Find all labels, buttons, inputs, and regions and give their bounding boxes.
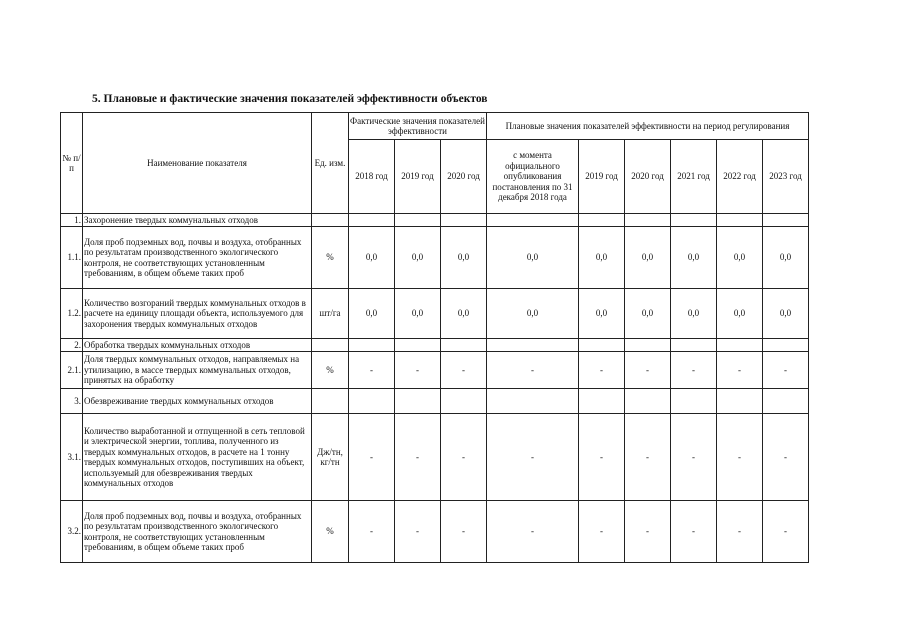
unit-cell: % [312,227,349,289]
table-row [61,501,809,563]
value-cell: 0,0 [625,289,671,339]
value-cell: - [671,352,717,389]
value-cell: - [625,501,671,563]
header-num: № п/п [61,113,83,214]
value-cell: - [763,352,809,389]
value-cell: - [395,501,441,563]
header-plan-year: 2019 год [579,140,625,214]
value-cell: 0,0 [487,289,579,339]
value-cell: - [625,414,671,501]
row-number: 1.1. [61,227,83,289]
indicator-name: Доля твердых коммунальных отходов, направляемых на утилизацию, в массе твердых коммунальных отходов, принятых на обработку [83,352,312,389]
row-number: 2.1. [61,352,83,389]
table-row [61,214,809,227]
value-cell [763,389,809,414]
table-row [61,227,809,289]
header-actual-year: 2018 год [349,140,395,214]
value-cell: - [395,352,441,389]
value-cell: 0,0 [349,289,395,339]
value-cell [395,339,441,352]
value-cell: - [487,414,579,501]
header-plan-year: 2022 год [717,140,763,214]
value-cell [441,214,487,227]
unit-cell: % [312,501,349,563]
value-cell: 0,0 [763,227,809,289]
indicator-name: Обработка твердых коммунальных отходов [83,339,312,352]
header-actual-group: Фактические значения показателей эффективности [349,113,487,140]
value-cell: - [395,414,441,501]
header-name: Наименование показателя [83,113,312,214]
value-cell: - [671,414,717,501]
value-cell [625,214,671,227]
header-plan-from: с момента официального опубликования постановления по 31 декабря 2018 года [487,140,579,214]
value-cell [625,389,671,414]
row-number: 3.2. [61,501,83,563]
value-cell [763,214,809,227]
unit-cell: шт/га [312,289,349,339]
row-number: 1.2. [61,289,83,339]
indicator-name: Обезвреживание твердых коммунальных отходов [83,389,312,414]
value-cell [717,214,763,227]
header-plan-group: Плановые значения показателей эффективности на период регулирования [487,113,809,140]
value-cell: 0,0 [395,227,441,289]
value-cell [487,339,579,352]
value-cell: 0,0 [717,289,763,339]
table-row [61,389,809,414]
value-cell: 0,0 [441,289,487,339]
value-cell [579,214,625,227]
value-cell: - [349,501,395,563]
value-cell [395,389,441,414]
value-cell [441,339,487,352]
header-plan-year: 2020 год [625,140,671,214]
value-cell [349,389,395,414]
header-plan-year: 2023 год [763,140,809,214]
indicator-name: Захоронение твердых коммунальных отходов [83,214,312,227]
value-cell: - [441,352,487,389]
value-cell: - [349,414,395,501]
value-cell: - [441,414,487,501]
efficiency-table [60,112,809,563]
value-cell [349,214,395,227]
table-row [61,289,809,339]
indicator-name: Количество возгораний твердых коммунальных отходов в расчете на единицу площади объекта, используемого для захоронения твердых коммунальных отходов [83,289,312,339]
value-cell: - [349,352,395,389]
value-cell: - [579,352,625,389]
value-cell [671,339,717,352]
value-cell: 0,0 [395,289,441,339]
row-number: 2. [61,339,83,352]
indicator-name: Доля проб подземных вод, почвы и воздуха, отобранных по результатам производственного экологического контроля, не соответствующих установленным требованиям, в общем объеме таких проб [83,227,312,289]
value-cell: - [487,352,579,389]
value-cell: - [579,501,625,563]
value-cell: - [441,501,487,563]
value-cell: 0,0 [349,227,395,289]
value-cell: 0,0 [625,227,671,289]
value-cell [717,339,763,352]
value-cell [395,214,441,227]
value-cell: 0,0 [487,227,579,289]
value-cell: - [763,501,809,563]
header-actual-year: 2020 год [441,140,487,214]
value-cell: - [625,352,671,389]
value-cell: 0,0 [717,227,763,289]
value-cell [487,214,579,227]
table-row [61,339,809,352]
unit-cell [312,339,349,352]
value-cell: - [487,501,579,563]
header-unit: Ед. изм. [312,113,349,214]
value-cell [487,389,579,414]
value-cell: 0,0 [441,227,487,289]
indicator-name: Количество выработанной и отпущенной в сеть тепловой и электрической энергии, топлива, полученного из твердых коммунальных отходов, в расчете на 1 тонну твердых коммунальных отходов, поступивших на объект, используемый для обезвреживания твердых коммунальных отходов [83,414,312,501]
header-plan-year: 2021 год [671,140,717,214]
table-row [61,352,809,389]
value-cell: - [717,414,763,501]
value-cell: 0,0 [671,289,717,339]
indicator-name: Доля проб подземных вод, почвы и воздуха, отобранных по результатам производственного экологического контроля, не соответствующих установленным требованиям, в общем объеме таких проб [83,501,312,563]
unit-cell: % [312,352,349,389]
table-row [61,414,809,501]
value-cell: 0,0 [763,289,809,339]
section-title: 5. Плановые и фактические значения показателей эффективности объектов [92,93,488,105]
value-cell: - [579,414,625,501]
value-cell: - [763,414,809,501]
value-cell [579,339,625,352]
row-number: 3. [61,389,83,414]
value-cell [671,389,717,414]
value-cell [441,389,487,414]
value-cell [763,339,809,352]
row-number: 3.1. [61,414,83,501]
value-cell: 0,0 [579,227,625,289]
value-cell [625,339,671,352]
value-cell: 0,0 [579,289,625,339]
header-actual-year: 2019 год [395,140,441,214]
value-cell [671,214,717,227]
value-cell: - [671,501,717,563]
value-cell: - [717,352,763,389]
value-cell [717,389,763,414]
value-cell [579,389,625,414]
unit-cell: Дж/тн, кг/тн [312,414,349,501]
value-cell: 0,0 [671,227,717,289]
value-cell: - [717,501,763,563]
unit-cell [312,389,349,414]
row-number: 1. [61,214,83,227]
value-cell [349,339,395,352]
unit-cell [312,214,349,227]
